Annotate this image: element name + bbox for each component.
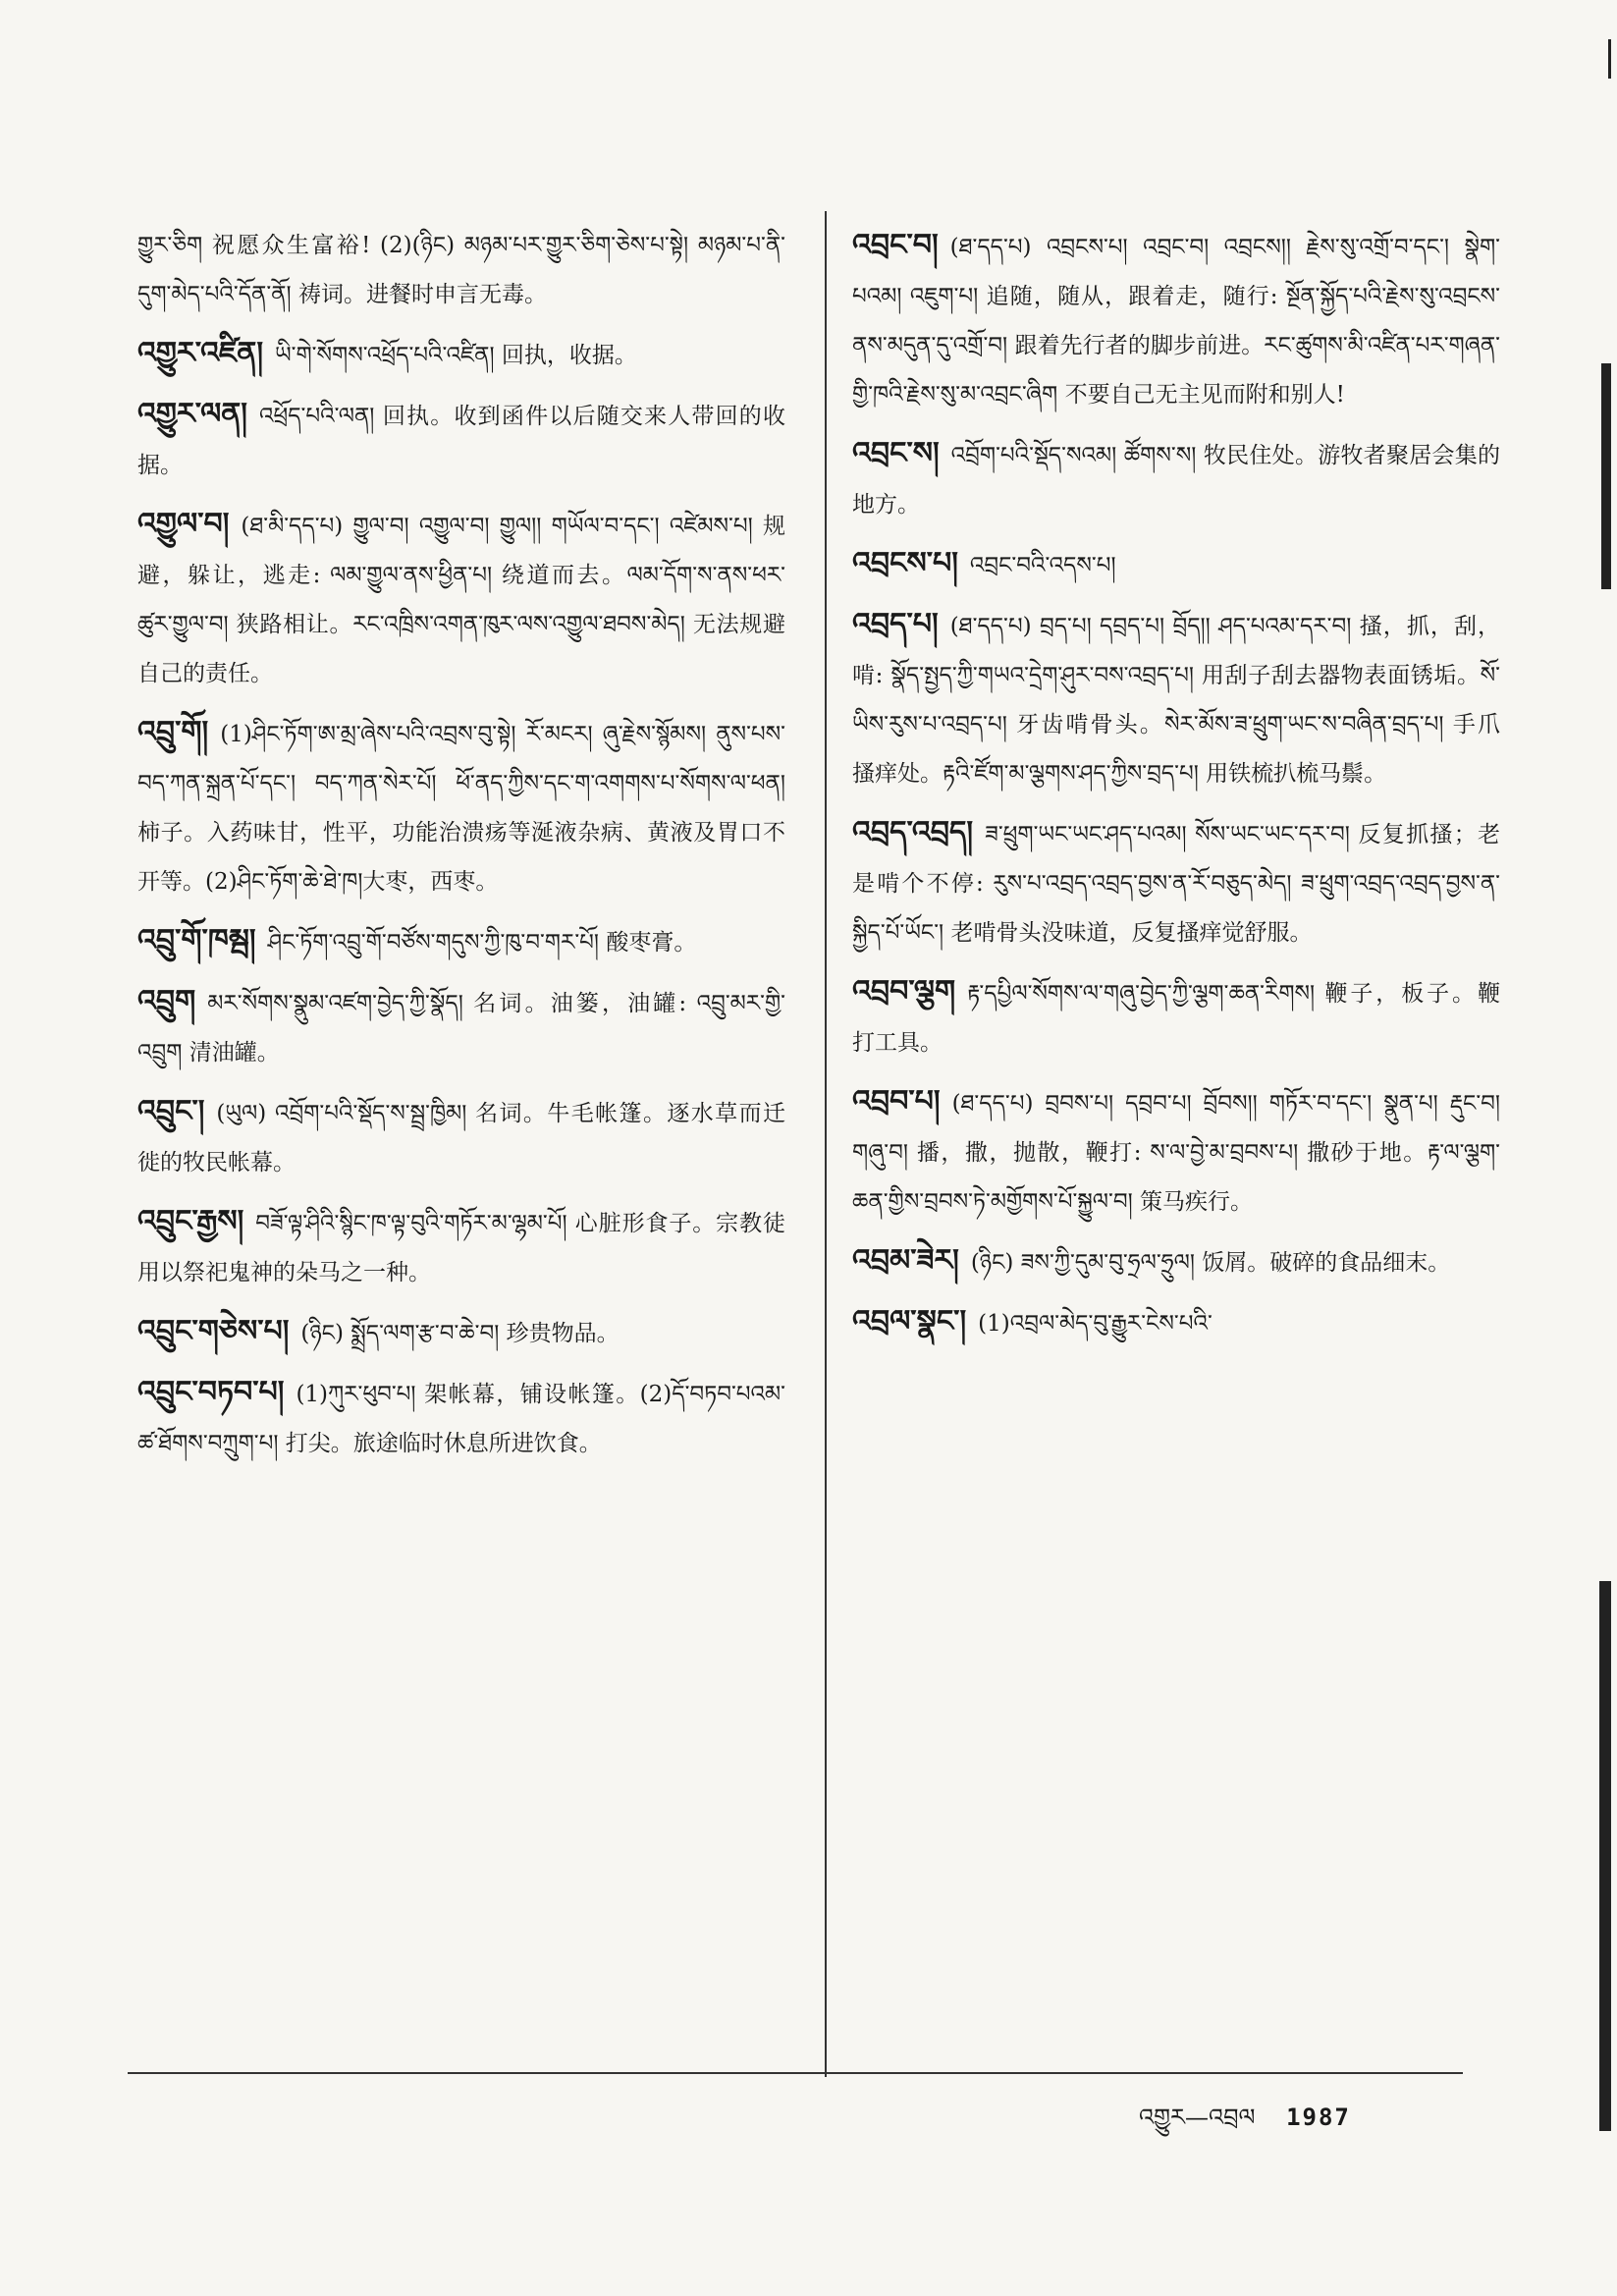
dictionary-entry [137,221,785,319]
dictionary-entry [137,708,785,906]
entry-headword: འབྲབ་ལྕག [852,974,956,1009]
entry-definition: (ཐ་མི་དད་པ) གྱུལ་བ། འགྱུལ་བ། གྱུལ།། གཡོལ་བ་དང་། འཛེམས་པ། 规避，躲让，逃走: ལམ་གྱུལ་ནས་ཕྱིན་པ། 绕道而去。ལམ་དོག་ས་ནས་ཕར་ཚུར་གྱུལ་བ། 狭路相让。རང་འཁྲིས་འགན་ཁུར་ལས་འགྱུལ་ཐབས་མེད། 无法规避自己的责任。 [137,514,785,686]
entry-definition: གྱུར་ཅིག 祝愿众生富裕! (2)(ཉིང) མཉམ་པར་གྱུར་ཅིག་ཅེས་པ་སྟེ། མཉམ་པ་ནི་དུག་མེད་པའི་དོན་ནོ། 祷词。进餐时申言无毒。 [137,233,785,307]
dictionary-entry [852,429,1500,529]
dictionary-entry [852,967,1500,1067]
entry-definition: (ཐ་དད་པ) འབྲངས་པ། འབྲང་བ། འབྲངས།། རྗེས་སུ་འགྲོ་བ་དང་། སྣེག་པའམ། འཇུག་པ། 追随，随从，跟着走，随行: སྔོན་སྐྱོད་པའི་རྗེས་སུ་འབྲངས་ནས་མདུན་དུ་འགྲོ་བ། 跟着先行者的脚步前进。རང་ཚུགས་མི་འཛིན་པར་གཞན་གྱི་ཁའི་རྗེས་སུ་མ་འབྲང་ཞིག 不要自己无主见而附和别人! [852,235,1500,408]
dictionary-entry [137,329,785,380]
entry-headword: འབྲུག [137,984,196,1018]
entry-headword: འབྲུང་གཅེས་པ། [137,1314,290,1348]
entry-definition: རྟ་དཔྱིལ་སོགས་ལ་གཞུ་བྱེད་ཀྱི་ལྕག་ཆན་རིགས། 鞭子，板子。鞭打工具。 [852,981,1500,1056]
dictionary-entry [852,539,1500,590]
entry-definition: ཤིང་ཏོག་འབྲུ་གོ་བཙོས་གདུས་ཀྱི་ཁུ་བ་གར་པོ། 酸枣膏。 [267,930,697,956]
entry-headword: འབྲུང་བཏབ་པ། [137,1375,285,1409]
entry-headword: འགྱུར་འཛིན། [137,336,263,370]
entry-headword: འབྲུ་གོ། [137,715,209,749]
headword-range: འགྱུར—འབྲལ [1139,2104,1256,2131]
entry-headword: འབྲད་པ། [852,607,939,641]
right-column [852,221,1500,1358]
entry-definition: (ཡུལ) འབྲོག་པའི་སྡོད་ས་སྦྲ་ཁྱིམ། 名词。牛毛帐篷。逐水草而迁徙的牧民帐幕。 [137,1101,785,1175]
entry-definition: (ཐ་དད་པ) བྲད་པ། དབྲད་པ། བྲོད།། ཤད་པའམ་དར་བ། 搔，抓，刮，啃: སྣོད་སྤྱད་ཀྱི་གཡའ་དྲེག་ཤུར་བས་འབྲད་པ། 用刮子刮去器物表面锈垢。སོ་ཡིས་རུས་པ་འབྲད་པ། 牙齿啃骨头。སེར་མོས་ཟ་ཕྲུག་ཡང་ས་བཞིན་བྲད་པ། 手爪搔痒处。རྟའི་ཛོག་མ་ལྕགས་ཤད་ཀྱིས་བྲད་པ། 用铁梳扒梳马鬃。 [852,614,1500,787]
dictionary-entry [137,390,785,490]
entry-headword: འབྲད་འབྲད། [852,815,974,849]
entry-headword: འབྲབ་པ། [852,1084,941,1119]
dictionary-entry [852,1297,1500,1348]
entry-definition: མར་སོགས་སྣུམ་འཛག་བྱེད་ཀྱི་སྣོད། 名词。油篓，油罐: འབྲུ་མར་གྱི་འབྲུག 清油罐。 [137,991,785,1066]
entry-headword: འབྲང་ས། [852,436,940,470]
entry-headword: འབྲངས་པ། [852,546,958,580]
dictionary-entry [852,1236,1500,1287]
entry-definition: འབྲོག་པའི་སྡོད་སའམ། ཚོགས་ས། 牧民住处。游牧者聚居会集的地方。 [852,443,1500,518]
entry-headword: འགྱུལ་བ། [137,507,230,541]
left-column [137,221,785,1478]
dictionary-entry [137,977,785,1077]
dictionary-entry [137,1197,785,1297]
dictionary-entry [852,600,1500,798]
entry-definition: (ཉིང) སྨྲོད་ལག་རྩ་བ་ཆེ་བ། 珍贵物品。 [300,1321,620,1346]
dictionary-entry [137,1307,785,1358]
entry-definition: (ཐ་དད་པ) བྲབས་པ། དབྲབ་པ། བྲོབས།། གཏོར་བ་དང་། སྣུན་པ། རྡུང་བ། གཞུ་བ། 播，撒，抛散，鞭打: ས་ལ་བྱེ་མ་བྲབས་པ། 撒砂于地。རྟ་ལ་ལྕག་ཆན་གྱིས་བྲབས་ཏེ་མགྱོགས་པོ་སྐྱུལ་བ། 策马疾行。 [852,1091,1500,1215]
entry-headword: འབྲུ་གོ་ཁམྦ། [137,923,256,957]
column-divider [825,211,827,2077]
entry-definition: བཟོ་ལྟ་ཤིའི་སྙིང་ཁ་ལྟ་བུའི་གཏོར་མ་ལྷམ་པོ། 心脏形食子。宗教徒用以祭祀鬼神的朵马之一种。 [137,1211,785,1285]
entry-definition: འབྲང་བའི་འདས་པ། [969,553,1116,578]
dictionary-entry [137,1368,785,1468]
entry-definition: (1)ཤིང་ཏོག་ཨ་མྲ་ཞེས་པའི་འབྲས་བུ་སྟེ། རོ་མངར། ཞུ་རྗེས་སྙོམས། ནུས་པས་བད་ཀན་སྐྲན་པོ་དང་། བད་ཀན་སེར་པོ། ཕོ་ནད་ཀྱིས་དང་ག་འགགས་པ་སོགས་ལ་ཕན། 柿子。入药味甘，性平，功能治溃疡等涎液杂病、黄液及胃口不开等。(2)ཤིང་ཏོག་ཆེ་ཐེ་ཁ།大枣，西枣。 [137,722,785,895]
entry-definition: ཟ་ཕྲུག་ཡང་ཡང་ཤད་པའམ། སོས་ཡང་ཡང་དར་བ། 反复抓搔；老是啃个不停: རུས་པ་འབྲད་འབྲད་བྱས་ན་རོ་བཅུད་མེད། ཟ་ཕྲུག་འབྲད་འབྲད་བྱས་ན་སྐྱིད་པོ་ཡོང་། 老啃骨头没味道，反复搔痒觉舒服。 [852,822,1500,946]
entry-headword: འབྲམ་ཟེར། [852,1243,959,1278]
entry-headword: འབྲལ་སྣང་། [852,1304,967,1339]
dictionary-entry [137,500,785,698]
entry-headword: འབྲང་བ། [852,228,939,262]
entry-definition: ཡི་གེ་སོགས་འཕྲོད་པའི་འཛིན། 回执，收据。 [274,343,637,368]
page-footer [1139,2092,1473,2158]
dictionary-entry [137,1087,785,1187]
page-number: 1987 [1286,2104,1351,2131]
entry-definition: (1)ཀུར་ཕུབ་པ། 架帐幕，铺设帐篷。(2)དོ་བཏབ་པའམ་ཚ་ཐོགས་བཀྲུག་པ། 打尖。旅途临时休息所进饮食。 [137,1382,785,1456]
footer-rule [128,2072,1463,2074]
entry-headword: འགྱུར་ལན། [137,397,247,431]
entry-definition: འཕྲོད་པའི་ལན། 回执。收到函件以后随交来人带回的收据。 [137,404,785,478]
entry-headword: འབྲུང་རྒྱས། [137,1204,244,1238]
dictionary-entry [852,808,1500,957]
dictionary-entry [137,916,785,967]
dictionary-entry [852,221,1500,419]
dictionary-entry [852,1077,1500,1227]
entry-definition: (ཉིང) ཟས་ཀྱི་དུམ་བུ་ཧྲལ་ཧྲུལ། 饭屑。破碎的食品细末。 [970,1250,1451,1276]
scan-edge-marks [1588,0,1617,2296]
entry-headword: འབྲུང་། [137,1094,205,1128]
entry-definition: (1)འབྲལ་མེད་བུ་རྒྱུར་ངེས་པའི་ [978,1311,1213,1337]
